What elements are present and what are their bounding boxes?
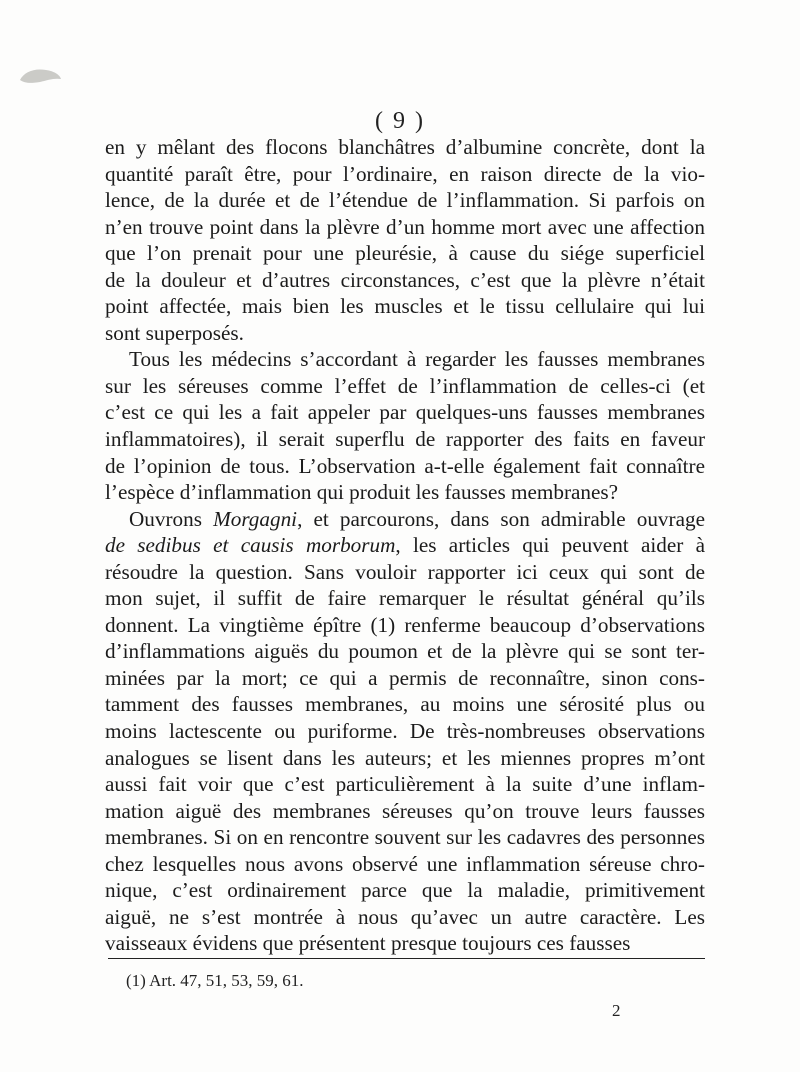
text-line: minées par la mort; ce qui a permis de reconnaître, sinon cons- [105, 665, 705, 690]
text-line: d’inflammations aiguës du poumon et de la plèvre qui se sont ter- [105, 639, 705, 664]
text-line: aussi fait voir que c’est particulièrement à la suite d’une inflam- [105, 772, 705, 797]
text-line: moins lactescente ou puriforme. De très-nombreuses observations [105, 719, 705, 744]
text-line: vaisseaux évidens que présentent presque toujours ces fausses [105, 931, 631, 956]
signature-mark: 2 [612, 1001, 621, 1020]
text-line: point affectée, mais bien les muscles et le tissu cellulaire qui lui [105, 294, 705, 319]
italic-title: Morgagni [213, 506, 298, 531]
text-line: membranes. Si on en rencontre souvent sur les cadavres des personnes [105, 825, 705, 850]
text-line: l’espèce d’inflammation qui produit les fausses membranes? [105, 480, 619, 505]
text-line: Tous les médecins s’accordant à regarder les fausses membranes [129, 347, 705, 372]
text-line: de la douleur et d’autres circonstances, c’est que la plèvre n’était [105, 267, 705, 292]
text-line: mation aiguë des membranes séreuses qu’on trouve leurs fausses [105, 798, 705, 823]
text-line: tamment des fausses membranes, au moins une sérosité plus ou [105, 692, 705, 717]
text-line: sur les séreuses comme l’effet de l’inflammation de celles-ci (et [105, 373, 705, 398]
text-line: sont superposés. [105, 320, 244, 345]
text-line: inflammatoires), il serait superflu de rapporter des faits en faveur [105, 427, 705, 452]
text-segment: , et parcourons, dans son admirable ouvrage [297, 506, 705, 531]
text-segment: Ouvrons [129, 506, 214, 531]
text-line: mon sujet, il suffit de faire remarquer le résultat général qu’ils [105, 586, 705, 611]
text-segment: , les articles qui peuvent aider à [395, 533, 705, 558]
text-line [105, 506, 705, 533]
text-line: aiguë, ne s’est montrée à nous qu’avec un autre caractère. Les [105, 904, 705, 929]
text-line: lence, de la durée et de l’étendue de l’inflammation. Si parfois on [105, 188, 705, 213]
page-number: ( 9 ) [375, 108, 425, 134]
text-line: en y mêlant des flocons blanchâtres d’albumine concrète, dont la [105, 135, 705, 159]
text-line: de l’opinion de tous. L’observation a-t-elle également fait connaître [105, 453, 705, 478]
text-line: résoudre la question. Sans vouloir rapporter ici ceux qui sont de [105, 559, 705, 584]
text-line: quantité paraît être, pour l’ordinaire, en raison directe de la vio- [105, 161, 705, 186]
footnote-rule [108, 958, 705, 959]
footnote: (1) Art. 47, 51, 53, 59, 61. [126, 971, 304, 990]
text-line: n’en trouve point dans la plèvre d’un homme mort avec une affection [105, 214, 705, 239]
text-line: chez lesquelles nous avons observé une inflammation séreuse chro- [105, 851, 705, 876]
text-line: nique, c’est ordinairement parce que la maladie, primitivement [105, 878, 705, 903]
body-text [105, 134, 705, 957]
text-line: analogues se lisent dans les auteurs; et les miennes propres m’ont [105, 745, 705, 770]
text-line: donnent. La vingtième épître (1) renferme beaucoup d’observations [105, 612, 705, 637]
text-line: c’est ce qui les a fait appeler par quelques-uns fausses membranes [105, 400, 705, 425]
paper-smudge [18, 66, 62, 86]
text-line [105, 532, 705, 559]
text-line: que l’on prenait pour une pleurésie, à cause du siége superficiel [105, 241, 705, 266]
italic-title: de sedibus et causis morborum [105, 533, 396, 558]
